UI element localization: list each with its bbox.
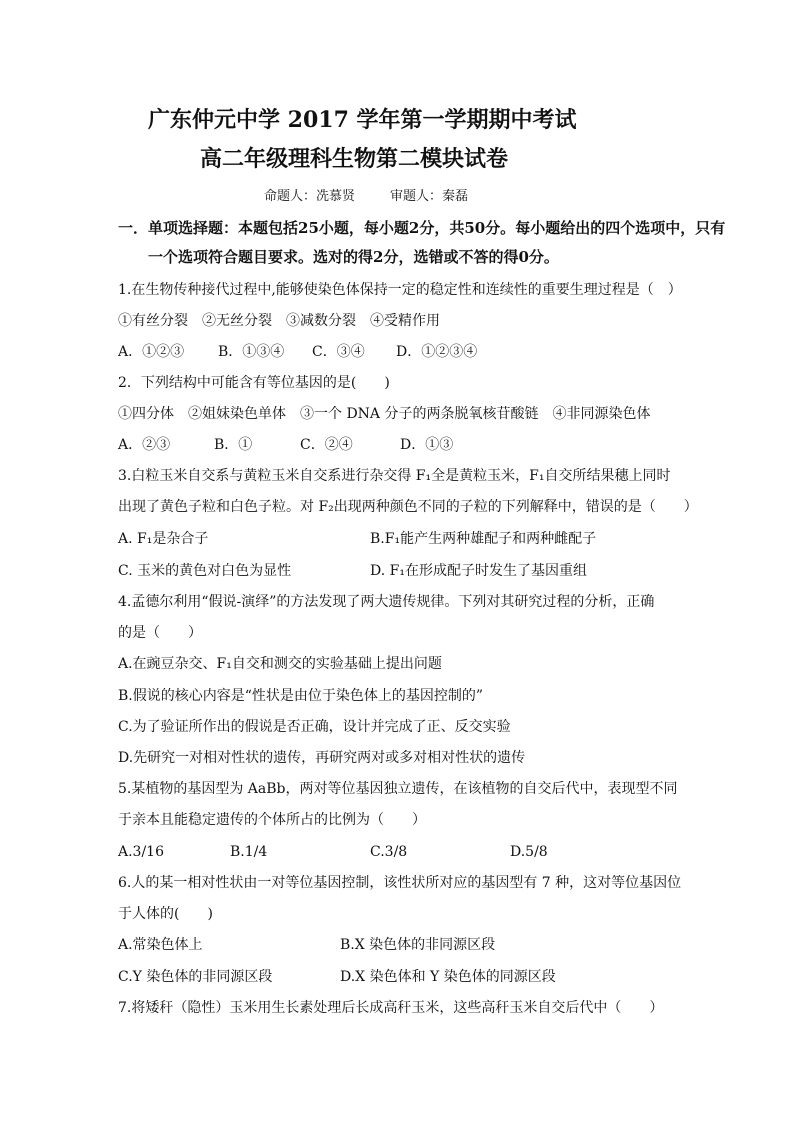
- section-heading: 一．单项选择题：本题包括25小题，每小题2分，共50分。每小题给出的四个选项中，只有: [118, 219, 726, 237]
- exam-title: 广东仲元中学 2017 学年第一学期期中考试: [148, 107, 577, 133]
- q4-stem: 4.孟德尔利用“假说-演绎”的方法发现了两大遗传规律。下列对其研究过程的分析，正确: [118, 594, 655, 610]
- question-setter: 命题人：冼慕贤: [264, 189, 356, 204]
- q4-option-d: D.先研究一对相对性状的遗传，再研究两对或多对相对性状的遗传: [118, 750, 526, 766]
- q1-items: ①有丝分裂 ②无丝分裂 ③减数分裂 ④受精作用: [118, 313, 440, 329]
- q1-stem: 1.在生物传种接代过程中,能够使染色体保持一定的稳定性和连续性的重要生理过程是（ ）: [118, 282, 682, 298]
- q6-stem: 6.人的某一相对性状由一对等位基因控制，该性状所对应的基因型有 7 种，这对等位基因位: [118, 875, 682, 891]
- q1-option-c: C．③④: [312, 344, 365, 360]
- q6-option-c: C.Y 染色体的非同源区段: [118, 969, 273, 985]
- q6-option-d: D.X 染色体和 Y 染色体的同源区段: [340, 969, 556, 985]
- q2-stem: 2．下列结构中可能含有等位基因的是( ): [118, 375, 390, 391]
- q1-option-a: A．①②③: [118, 344, 185, 360]
- q1-option-d: D．①②③④: [396, 344, 478, 360]
- exam-subtitle: 高二年级理科生物第二模块试卷: [200, 146, 509, 172]
- q4-option-c: C.为了验证所作出的假说是否正确，设计并完成了正、反交实验: [118, 719, 511, 735]
- q2-option-a: A．②③: [118, 437, 171, 453]
- q4-option-a: A.在豌豆杂交、F₁自交和测交的实验基础上提出问题: [118, 656, 442, 672]
- q3-stem-cont: 出现了黄色子粒和白色子粒。对 F₂出现两种颜色不同的子粒的下列解释中，错误的是（ ）: [118, 499, 698, 515]
- q3-option-a: A. F₁是杂合子: [118, 531, 209, 547]
- q5-option-b: B.1/4: [230, 844, 268, 860]
- q5-option-a: A.3/16: [118, 844, 164, 860]
- q3-option-b: B.F₁能产生两种雄配子和两种雌配子: [370, 531, 597, 547]
- q5-stem: 5.某植物的基因型为 AaBb，两对等位基因独立遗传，在该植物的自交后代中，表现型不同: [118, 781, 678, 797]
- q4-option-b: B.假说的核心内容是“性状是由位于染色体上的基因控制的”: [118, 688, 484, 704]
- q6-stem-cont: 于人体的( ): [118, 906, 213, 922]
- q5-stem-cont: 于亲本且能稳定遗传的个体所占的比例为（ ）: [118, 812, 426, 828]
- q5-option-c: C.3/8: [370, 844, 408, 860]
- q2-items: ①四分体 ②姐妹染色单体 ③一个 DNA 分子的两条脱氧核苷酸链 ④非同源染色体: [118, 406, 651, 422]
- question-reviewer: 审题人：秦磊: [390, 189, 469, 204]
- q3-stem: 3.白粒玉米自交系与黄粒玉米自交系进行杂交得 F₁全是黄粒玉米，F₁自交所结果穗上同时: [118, 468, 671, 484]
- q2-option-d: D．①③: [400, 437, 454, 453]
- q7-stem: 7.将矮秆（隐性）玉米用生长素处理后长成高秆玉米，这些高秆玉米自交后代中（ ）: [118, 1000, 664, 1016]
- q3-option-d: D. F₁在形成配子时发生了基因重组: [370, 563, 587, 579]
- q2-option-b: B．①: [214, 437, 253, 453]
- q6-option-b: B.X 染色体的非同源区段: [340, 937, 496, 953]
- q4-stem-cont: 的是（ ）: [118, 625, 202, 641]
- q3-option-c: C. 玉米的黄色对白色为显性: [118, 563, 292, 579]
- q1-option-b: B．①③④: [218, 344, 285, 360]
- q5-option-d: D.5/8: [510, 844, 548, 860]
- section-heading-cont: 一个选项符合题目要求。选对的得2分，选错或不答的得0分。: [148, 248, 559, 266]
- q2-option-c: C．②④: [300, 437, 353, 453]
- q6-option-a: A.常染色体上: [118, 937, 203, 953]
